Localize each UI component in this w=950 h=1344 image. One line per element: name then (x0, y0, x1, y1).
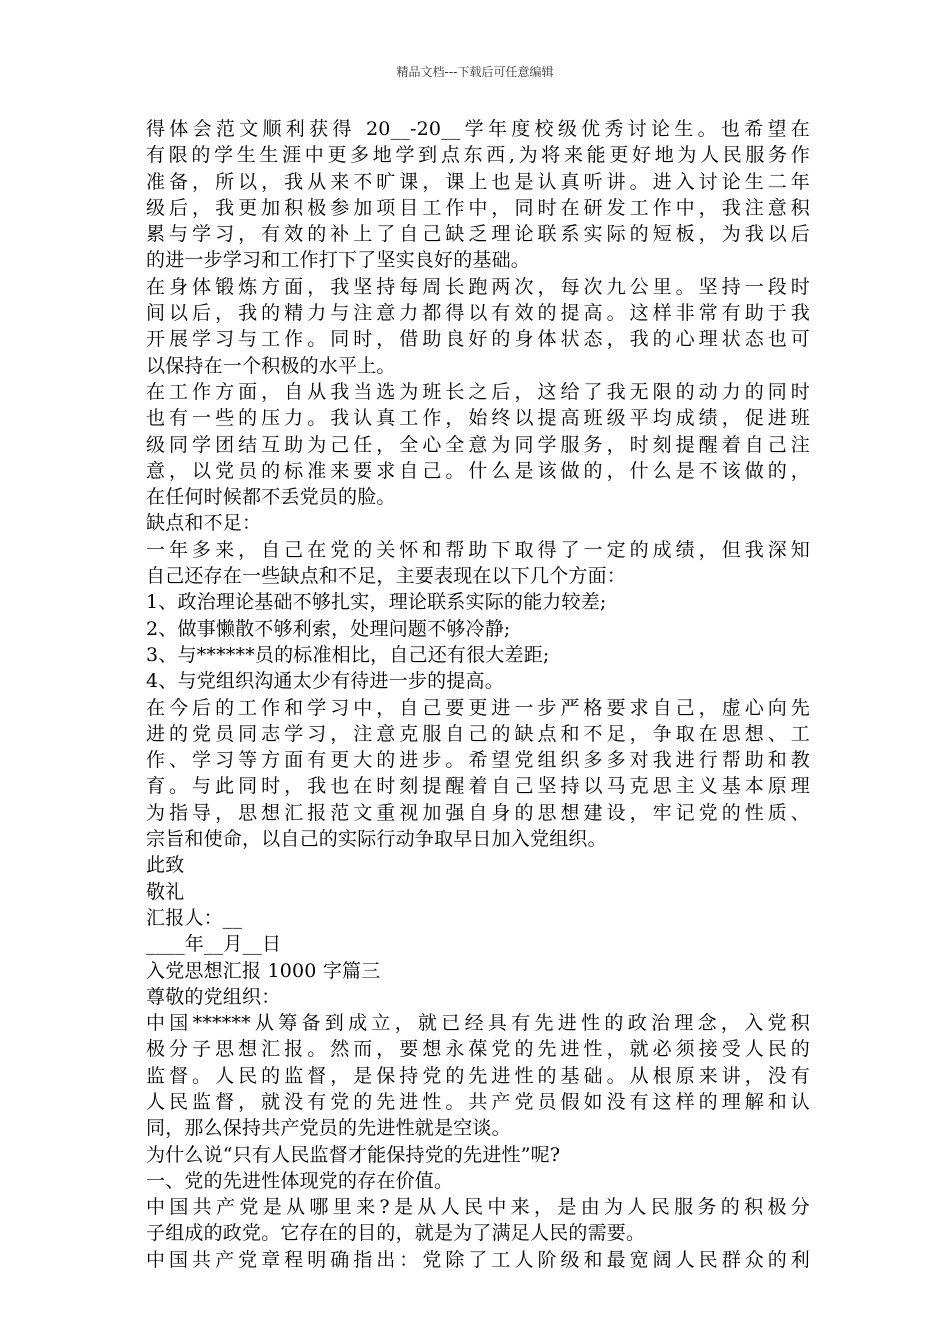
text-line: 人民监督，就没有党的先进性。共产党员假如没有这样的理解和认 (146, 1090, 810, 1113)
text-line: 中国共产党章程明确指出：党除了工人阶级和最宽阔人民群众的利 (146, 1248, 810, 1271)
text-line: 为指导，思想汇报范文重视加强自身的思想建设，牢记党的性质、 (146, 801, 810, 824)
text-line: 开展学习与工作。同时，借助良好的身体状态，我的心理状态也可 (146, 328, 810, 351)
text-line: 在今后的工作和学习中，自己要更进一步严格要求自己，虚心向先 (146, 696, 810, 719)
text-line: 一、党的先进性体现党的存在价值。 (146, 1169, 454, 1192)
text-line: 在任何时候都不丢党员的脸。 (146, 486, 396, 509)
text-line: 子组成的政党。它存在的目的，就是为了满足人民的需要。 (146, 1222, 646, 1245)
text-line: 级同学团结互助为己任，全心全意为同学服务，时刻提醒着自己注 (146, 433, 810, 456)
text-line: 为什么说“只有人民监督才能保持党的先进性”呢? (146, 1143, 561, 1166)
text-line: 监督。人民的监督，是保持党的先进性的基础。从根原来讲，没有 (146, 1064, 810, 1087)
text-line: 也有一些的压力。我认真工作，始终以提高班级平均成绩，促进班 (146, 407, 810, 430)
text-line: 同，那么保持共产党员的先进性就是空谈。 (146, 1117, 511, 1140)
text-line: 得体会范文顺利获得 20__-20__学年度校级优秀讨论生。也希望在 (146, 118, 810, 140)
text-line: 以保持在一个积极的水平上。 (146, 354, 396, 377)
text-line: 一年多来，自己在党的关怀和帮助下取得了一定的成绩，但我深知 (146, 538, 810, 561)
text-line: 尊敬的党组织： (146, 985, 281, 1008)
text-line: 在身体锻炼方面，我坚持每周长跑两次，每次九公里。坚持一段时 (146, 275, 810, 298)
text-line: 准备，所以，我从来不旷课，课上也是认真听讲。进入讨论生二年 (146, 170, 810, 193)
text-line: 意，以党员的标准来要求自己。什么是该做的，什么是不该做的， (146, 459, 810, 482)
text-line: 3、与******员的标准相比，自己还有很大差距; (146, 643, 550, 666)
text-line: 汇报人：__ (146, 906, 243, 929)
text-line: 极分子思想汇报。然而，要想永葆党的先进性，就必须接受人民的 (146, 1038, 810, 1061)
text-line: 自己还存在一些缺点和不足，主要表现在以下几个方面： (146, 565, 627, 588)
text-line: 中国******从筹备到成立，就已经具有先进性的政治理念，入党积 (146, 1012, 810, 1035)
text-line: 级后，我更加积极参加项目工作中，同时在研发工作中，我注意积 (146, 196, 810, 219)
text-line: 间以后，我的精力与注意力都得以有效的提高。这样非常有助于我 (146, 302, 810, 325)
text-line: 作、学习等方面有更大的进步。希望党组织多多对我进行帮助和教 (146, 749, 810, 772)
text-line: 育。与此同时，我也在时刻提醒着自己坚持以马克思主义基本原理 (146, 775, 810, 798)
document-body (146, 116, 810, 1273)
text-line: 2、做事懒散不够利索，处理问题不够冷静; (146, 617, 511, 640)
text-line: 敬礼 (146, 880, 185, 903)
text-line: 缺点和不足： (146, 512, 262, 535)
text-line: 在工作方面，自从我当选为班长之后，这给了我无限的动力的同时 (146, 380, 810, 403)
text-line: 进的党员同志学习，注意克服自己的缺点和不足，争取在思想、工 (146, 722, 810, 745)
text-line: 1、政治理论基础不够扎实，理论联系实际的能力较差; (146, 591, 607, 614)
text-line: 的进一步学习和工作打下了坚实良好的基础。 (146, 249, 531, 272)
text-line: 此致 (146, 854, 185, 877)
text-line: 累与学习，有效的补上了自己缺乏理论联系实际的短板，为我以后 (146, 223, 810, 246)
page-header: 精品文档---下载后可任意编辑 (396, 65, 554, 79)
text-line: 中国共产党是从哪里来?是从人民中来，是由为人民服务的积极分 (146, 1196, 810, 1219)
text-line: 入党思想汇报 1000 字篇三 (146, 959, 381, 982)
text-line: 4、与党组织沟通太少有待进一步的提高。 (146, 670, 504, 693)
text-line: 宗旨和使命，以自己的实际行动争取早日加入党组织。 (146, 828, 607, 851)
text-line: ____年__月__日 (146, 933, 282, 956)
text-line: 有限的学生生涯中更多地学到点东西,为将来能更好地为人民服务作 (146, 144, 810, 167)
